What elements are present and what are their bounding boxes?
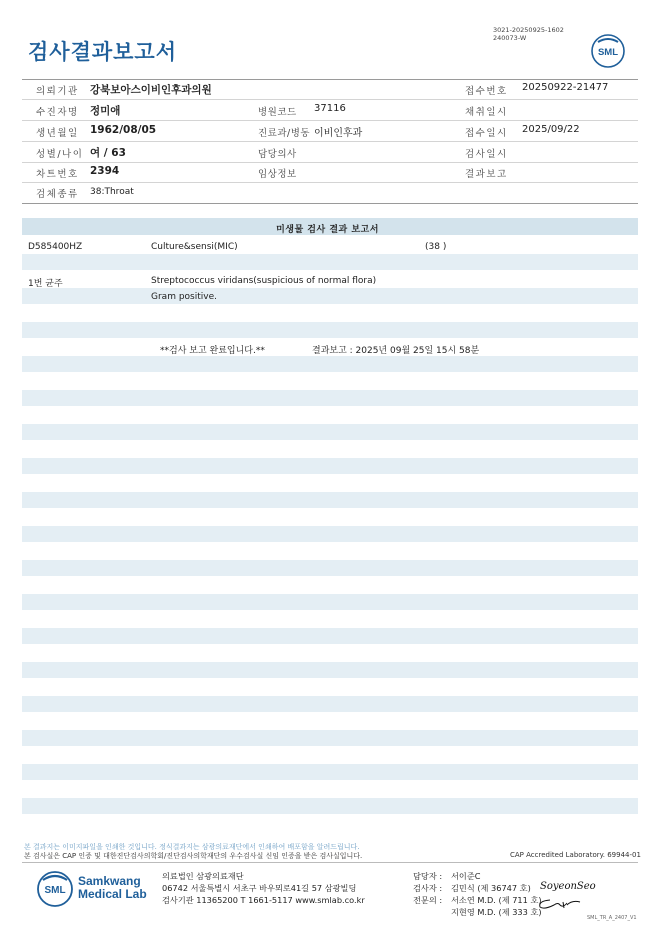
gram-stain: Gram positive. <box>151 292 217 302</box>
table-row-band <box>22 730 638 746</box>
patient-field-value: 20250922-21477 <box>522 82 609 93</box>
staff-label: 담당자 : <box>413 871 443 881</box>
foundation-name: 의료법인 삼광의료재단 <box>162 871 244 881</box>
form-code: SML_TR_A_2407_V1 <box>587 915 637 921</box>
patient-field-label: 성별/나이 <box>36 149 84 160</box>
table-row-band <box>22 628 638 644</box>
sml-logo <box>590 33 626 69</box>
table-row-band <box>22 390 638 406</box>
table-row-band <box>22 594 638 610</box>
patient-field-label: 담당의사 <box>258 149 297 160</box>
cap-accreditation: CAP Accredited Laboratory. 69944-01 <box>510 851 641 859</box>
divider <box>22 203 638 204</box>
table-row-band <box>22 526 638 542</box>
result-section-title: 미생물 검사 결과 보고서 <box>276 225 379 235</box>
patient-field-value: 2394 <box>90 165 120 177</box>
document-id-line2: 240073-W <box>493 34 527 42</box>
report-time: 결과보고 : 2025년 09월 25일 15시 58분 <box>312 346 480 356</box>
tester-label: 검사자 : <box>413 883 443 893</box>
patient-field-value: 2025/09/22 <box>522 124 580 135</box>
row-divider <box>22 120 638 121</box>
expert1-name: 서소연 M.D. (제 711 호) <box>451 895 542 905</box>
test-name: Culture&sensi(MIC) <box>151 242 238 252</box>
staff-name: 서이준C <box>451 871 481 881</box>
patient-field-label: 검체종류 <box>36 189 79 200</box>
accreditation-notice: 본 검사실은 CAP 인증 및 대한진단검사의학회/진단검사의학재단의 우수검사실 신임 인증을 받은 검사실입니다. <box>24 852 363 860</box>
image-print-notice: 본 결과지는 이미지파일을 인쇄한 것입니다. 정식결과지는 삼광의료재단에서 인쇄하여 배포함을 알려드립니다. <box>24 843 360 851</box>
patient-field-label: 접수일시 <box>465 128 508 139</box>
patient-field-label: 수진자명 <box>36 107 79 118</box>
table-row-band <box>22 492 638 508</box>
table-row-band <box>22 560 638 576</box>
patient-field-label: 차트번호 <box>36 169 79 180</box>
table-row-band <box>22 696 638 712</box>
table-row-band <box>22 764 638 780</box>
patient-field-value: 38:Throat <box>90 187 134 197</box>
samkwang-logo <box>36 870 156 910</box>
patient-field-value: 정미애 <box>90 105 121 117</box>
sml-logo-text: SML <box>597 47 619 58</box>
lab-name-en <box>78 875 147 901</box>
table-row-band <box>22 254 638 270</box>
expert2-name: 지현영 M.D. (제 333 호) <box>451 907 542 917</box>
patient-field-label: 의뢰기관 <box>36 86 79 97</box>
expert-signature <box>536 896 582 912</box>
samkwang-logo-text: SML <box>44 885 66 896</box>
test-extra: (38 ) <box>425 242 447 252</box>
table-row-band <box>22 798 638 814</box>
tester-signature: SoyeonSeo <box>540 881 596 892</box>
patient-field-value: 1962/08/05 <box>90 124 157 136</box>
table-row-band <box>22 356 638 372</box>
patient-field-label: 결과보고 <box>465 169 508 180</box>
patient-field-label: 접수번호 <box>465 86 508 97</box>
patient-field-label: 진료과/병동 <box>258 128 311 139</box>
patient-field-value: 37116 <box>314 103 346 114</box>
table-row-band <box>22 288 638 304</box>
growth-label: 1번 균주 <box>28 279 63 289</box>
report-complete-message: **검사 보고 완료입니다.** <box>160 346 265 356</box>
lab-name-en-line2: Medical Lab <box>78 887 147 901</box>
organism: Streptococcus viridans(suspicious of normal flora) <box>151 276 377 286</box>
patient-field-label: 임상정보 <box>258 169 297 180</box>
document-id <box>493 26 564 42</box>
row-divider <box>22 141 638 142</box>
samkwang-logo-mark <box>36 870 76 908</box>
lab-contact: 검사기관 11365200 T 1661-5117 www.smlab.co.kr <box>162 895 365 905</box>
patient-field-label: 생년월일 <box>36 128 79 139</box>
patient-field-label: 채취일시 <box>465 107 508 118</box>
divider <box>22 862 638 863</box>
document-id-line1: 3021-20250925-1602 <box>493 26 564 34</box>
table-row-band <box>22 458 638 474</box>
lab-address: 06742 서울특별시 서초구 바우뫼로41길 57 삼광빌딩 <box>162 883 357 893</box>
row-divider <box>22 182 638 183</box>
divider <box>22 79 638 80</box>
patient-field-value: 여 / 63 <box>90 147 126 159</box>
patient-field-value: 강북보아스이비인후과의원 <box>90 84 212 96</box>
row-divider <box>22 99 638 100</box>
lab-name-en-line1: Samkwang <box>78 874 141 888</box>
test-code: D585400HZ <box>28 242 83 252</box>
patient-field-value: 이비인후과 <box>314 128 363 139</box>
patient-field-label: 병원코드 <box>258 107 297 118</box>
table-row-band <box>22 662 638 678</box>
table-row-band <box>22 424 638 440</box>
report-title: 검사결과보고서 <box>28 40 178 64</box>
tester-name: 김민식 (제 36747 호) <box>451 883 531 893</box>
patient-field-label: 검사일시 <box>465 149 508 160</box>
expert-label: 전문의 : <box>413 895 443 905</box>
table-row-band <box>22 322 638 338</box>
row-divider <box>22 162 638 163</box>
